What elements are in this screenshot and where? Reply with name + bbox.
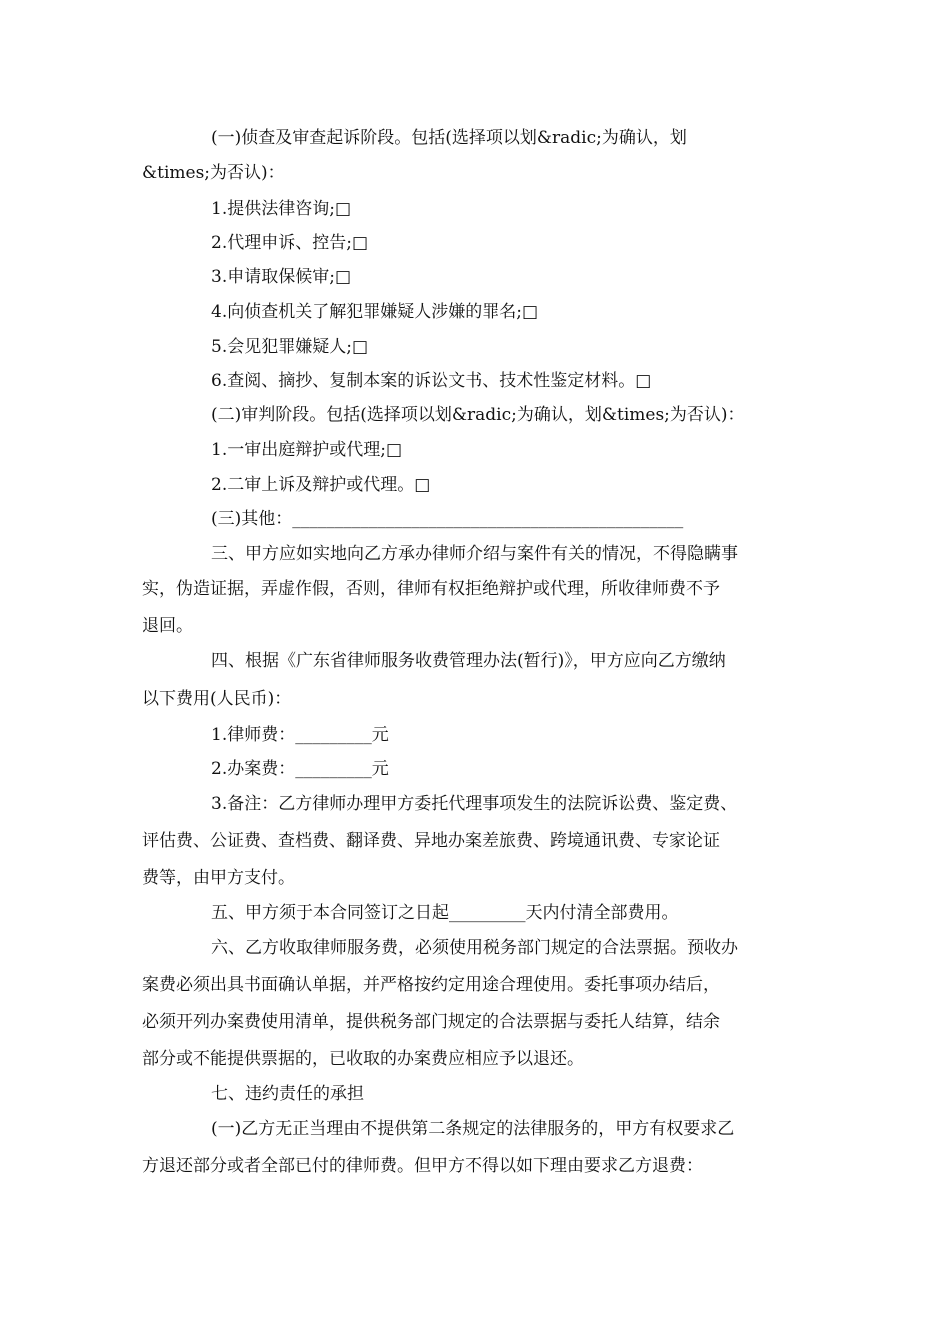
text-line: 以下费用(人民币)： — [142, 689, 292, 709]
text-line: 部分或不能提供票据的，已收取的办案费应相应予以退还。 — [142, 1049, 584, 1069]
text-line: 4.向侦查机关了解犯罪嫌疑人涉嫌的罪名;□ — [211, 302, 539, 322]
text-line: 6.查阅、摘抄、复制本案的诉讼文书、技术性鉴定材料。□ — [211, 371, 652, 391]
text-line: (三)其他：______________________________________________ — [211, 509, 684, 529]
text-line: 退回。 — [142, 616, 193, 636]
text-line: 2.二审上诉及辩护或代理。□ — [211, 475, 431, 495]
text-line: 3.申请取保候审;□ — [211, 267, 352, 287]
text-line: 方退还部分或者全部已付的律师费。但甲方不得以如下理由要求乙方退费： — [142, 1156, 703, 1176]
text-line: 1.一审出庭辩护或代理;□ — [211, 440, 403, 460]
text-line: 3.备注：乙方律师办理甲方委托代理事项发生的法院诉讼费、鉴定费、 — [211, 794, 738, 814]
text-line: (一)乙方无正当理由不提供第二条规定的法律服务的，甲方有权要求乙 — [211, 1119, 735, 1139]
text-line: 费等，由甲方支付。 — [142, 868, 295, 888]
text-line: &times;为否认)： — [142, 163, 285, 183]
text-line: 评估费、公证费、查档费、翻译费、异地办案差旅费、跨境通讯费、专家论证 — [142, 831, 720, 851]
text-line: 五、甲方须于本合同签订之日起_________天内付清全部费用。 — [211, 903, 679, 923]
text-line: 2.代理申诉、控告;□ — [211, 233, 369, 253]
text-line: 六、乙方收取律师服务费，必须使用税务部门规定的合法票据。预收办 — [211, 938, 738, 958]
text-line: 1.律师费：_________元 — [211, 725, 389, 745]
text-line: (一)侦查及审查起诉阶段。包括(选择项以划&radic;为确认，划 — [211, 128, 687, 148]
text-line: 七、违约责任的承担 — [211, 1084, 364, 1104]
text-line: (二)审判阶段。包括(选择项以划&radic;为确认，划&times;为否认)： — [211, 405, 745, 425]
text-line: 5.会见犯罪嫌疑人;□ — [211, 337, 369, 357]
text-line: 必须开列办案费使用清单，提供税务部门规定的合法票据与委托人结算，结余 — [142, 1012, 720, 1032]
text-line: 1.提供法律咨询;□ — [211, 199, 352, 219]
text-line: 三、甲方应如实地向乙方承办律师介绍与案件有关的情况，不得隐瞒事 — [211, 544, 738, 564]
text-line: 实，伪造证据，弄虚作假，否则，律师有权拒绝辩护或代理，所收律师费不予 — [142, 579, 720, 599]
text-line: 四、根据《广东省律师服务收费管理办法(暂行)》，甲方应向乙方缴纳 — [211, 651, 726, 671]
text-line: 案费必须出具书面确认单据，并严格按约定用途合理使用。委托事项办结后， — [142, 975, 720, 995]
text-line: 2.办案费：_________元 — [211, 759, 389, 779]
